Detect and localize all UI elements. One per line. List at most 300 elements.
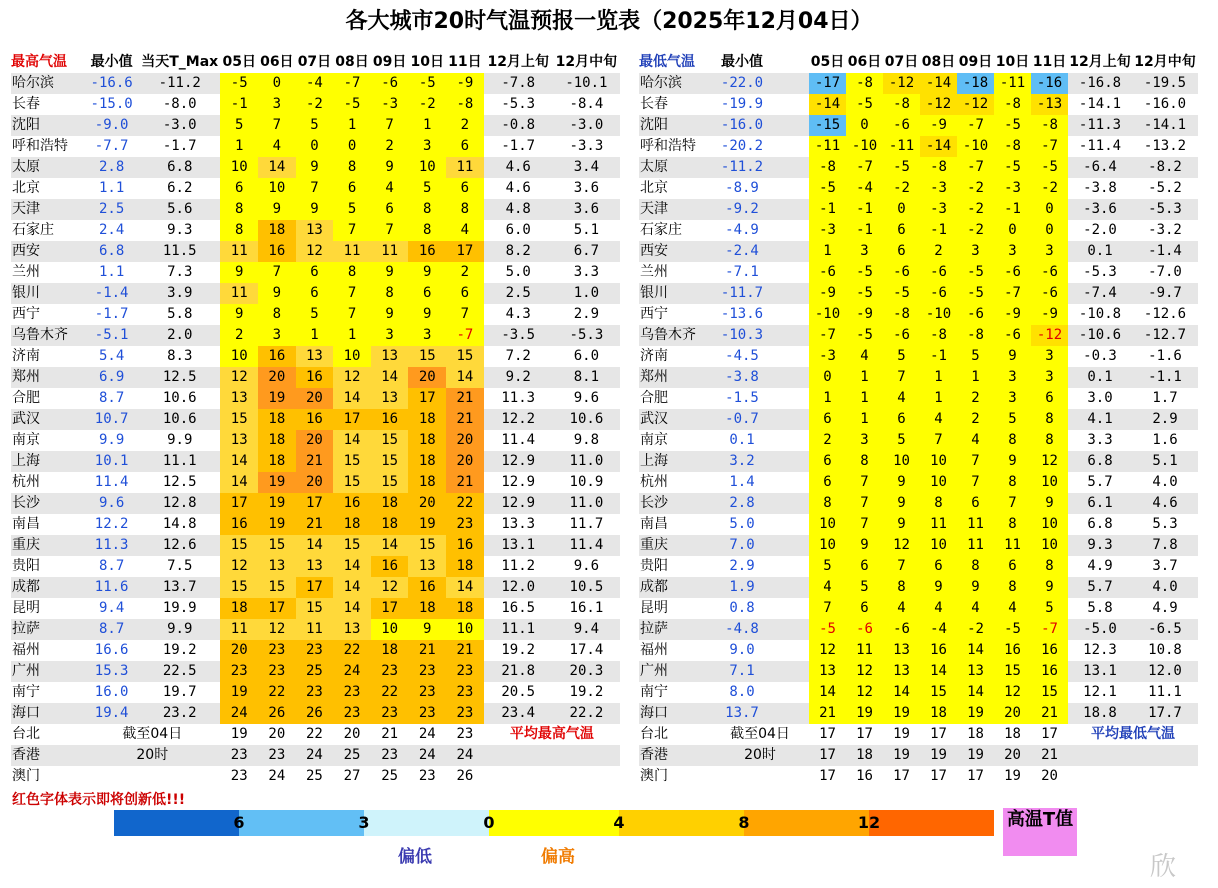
- min-value: 11.4: [94, 474, 129, 490]
- legend-tick: 12: [857, 813, 881, 832]
- forecast-cell: 24: [268, 768, 286, 784]
- forecast-cell: 11: [220, 241, 258, 262]
- forecast-cell: 1: [333, 115, 371, 136]
- forecast-cell: -1: [846, 220, 883, 241]
- spacer-cell: [773, 556, 809, 577]
- forecast-cell: 24: [220, 703, 258, 724]
- min-value: 12.2: [94, 516, 129, 532]
- forecast-cell: 9: [408, 619, 446, 640]
- forecast-cell: 5: [408, 178, 446, 199]
- forecast-cell: 14: [333, 388, 371, 409]
- forecast-cell: 6: [994, 556, 1031, 577]
- forecast-cell: -6: [883, 325, 920, 346]
- early-dec-value: -11.4: [1078, 138, 1122, 154]
- forecast-cell: 18: [920, 703, 957, 724]
- avg-label: [484, 766, 620, 787]
- forecast-cell: 18: [258, 220, 296, 241]
- forecast-cell: 20: [994, 745, 1031, 766]
- forecast-cell: -5: [846, 325, 883, 346]
- mid-dec-value: 1.0: [553, 283, 620, 304]
- table-row: [11, 535, 620, 556]
- forecast-cell: 10: [920, 535, 957, 556]
- forecast-cell: -1: [220, 94, 258, 115]
- forecast-cell: 1: [809, 388, 846, 409]
- forecast-cell: 11: [994, 535, 1031, 556]
- forecast-cell: 16: [220, 514, 258, 535]
- city-name: 长沙: [639, 493, 711, 514]
- early-dec-value: -3.5: [484, 325, 553, 346]
- forecast-cell: -3: [920, 199, 957, 220]
- legend-tick: 3: [358, 813, 370, 832]
- forecast-cell: 20: [258, 367, 296, 388]
- forecast-cell: 26: [296, 703, 334, 724]
- min-value: 8.7: [98, 390, 125, 406]
- forecast-cell: 18: [333, 514, 371, 535]
- header-cell: 08日: [921, 54, 956, 70]
- forecast-cell: -5: [883, 157, 920, 178]
- forecast-cell: -12: [957, 94, 994, 115]
- forecast-cell: -5: [994, 157, 1031, 178]
- forecast-cell: 23: [408, 703, 446, 724]
- forecast-cell: 11: [957, 514, 994, 535]
- forecast-cell: 1: [408, 115, 446, 136]
- min-value: -8.9: [725, 180, 759, 196]
- forecast-cell: -3: [994, 178, 1031, 199]
- city-name: 天津: [639, 199, 711, 220]
- city-name: 南宁: [12, 684, 40, 700]
- spacer-cell: [773, 199, 809, 220]
- min-value: 6.9: [84, 367, 139, 388]
- min-value: 1.1: [98, 264, 125, 280]
- forecast-cell: 5: [994, 409, 1031, 430]
- mid-dec-value: 4.0: [1132, 577, 1198, 598]
- forecast-cell: 3: [408, 325, 446, 346]
- forecast-cell: 2: [371, 136, 409, 157]
- early-dec-value: -11.3: [1068, 115, 1132, 136]
- forecast-cell: -10: [846, 136, 883, 157]
- table-row: [11, 766, 620, 787]
- forecast-cell: 6: [446, 136, 484, 157]
- forecast-cell: 14: [258, 157, 296, 178]
- forecast-cell: 22: [446, 493, 484, 514]
- forecast-cell: 9: [371, 304, 409, 325]
- city-name: 台北: [12, 726, 40, 742]
- early-dec-value: 0.1: [1068, 241, 1132, 262]
- watermark: 欣: [1150, 852, 1177, 882]
- forecast-cell: -8: [809, 157, 846, 178]
- forecast-cell: 12: [220, 367, 258, 388]
- mid-dec-value: -12.6: [1143, 306, 1187, 322]
- forecast-cell: 5: [846, 577, 883, 598]
- table-row: [639, 346, 1198, 367]
- header-cell: 10日: [410, 54, 444, 70]
- forecast-cell: 21: [408, 640, 446, 661]
- mid-dec-value: -12.7: [1132, 325, 1198, 346]
- forecast-cell: 1: [920, 367, 957, 388]
- min-value: -0.7: [711, 409, 773, 430]
- min-value: 5.0: [729, 516, 755, 532]
- forecast-cell: 18: [258, 430, 296, 451]
- forecast-cell: 7: [333, 283, 371, 304]
- today-max: 8.3: [167, 348, 193, 364]
- table-row: [639, 451, 1198, 472]
- spacer-cell: [773, 493, 809, 514]
- forecast-cell: -4: [296, 73, 334, 94]
- forecast-cell: 23: [456, 726, 474, 742]
- today-max: -1.7: [162, 138, 197, 154]
- forecast-cell: 6: [446, 283, 484, 304]
- mid-dec-value: 3.6: [553, 199, 620, 220]
- forecast-cell: -10: [809, 304, 846, 325]
- min-value: 0.8: [729, 600, 755, 616]
- city-name: 乌鲁木齐: [639, 325, 711, 346]
- forecast-cell: 5: [883, 430, 920, 451]
- mid-dec-value: -16.0: [1143, 96, 1187, 112]
- spacer-cell: [773, 661, 809, 682]
- mid-dec-value: -3.2: [1148, 222, 1182, 238]
- forecast-cell: 0: [296, 136, 334, 157]
- header-cell: 11日: [1032, 54, 1067, 70]
- forecast-cell: -2: [296, 94, 334, 115]
- forecast-cell: 16: [296, 409, 334, 430]
- min-value: -11.2: [711, 157, 773, 178]
- city-name: 拉萨: [11, 619, 84, 640]
- table-row: [11, 367, 620, 388]
- forecast-cell: 15: [333, 472, 371, 493]
- forecast-cell: -8: [446, 94, 484, 115]
- forecast-cell: -7: [1031, 136, 1068, 157]
- forecast-cell: 23: [220, 661, 258, 682]
- table-row: [639, 535, 1198, 556]
- header-cell: 06日: [847, 54, 882, 70]
- early-dec-value: -7.4: [1068, 283, 1132, 304]
- spacer-cell: [773, 619, 809, 640]
- forecast-cell: -9: [809, 283, 846, 304]
- forecast-cell: 7: [371, 220, 409, 241]
- forecast-cell: 22: [371, 682, 409, 703]
- forecast-cell: 1: [920, 388, 957, 409]
- today-max: 14.8: [162, 516, 197, 532]
- today-max: 10.6: [162, 390, 197, 406]
- city-name: 贵阳: [12, 558, 40, 574]
- avg-label: 平均最高气温: [509, 726, 594, 742]
- forecast-cell: 13: [296, 556, 334, 577]
- forecast-cell: 12: [371, 577, 409, 598]
- forecast-cell: -3: [920, 178, 957, 199]
- mid-dec-value: 9.6: [573, 558, 600, 574]
- forecast-cell: -12: [1031, 325, 1068, 346]
- early-dec-value: -10.8: [1078, 306, 1122, 322]
- forecast-cell: 23: [220, 745, 258, 766]
- legend-segment: [744, 810, 869, 836]
- min-value: 11.3: [84, 535, 139, 556]
- early-dec-value: -14.1: [1078, 96, 1122, 112]
- min-value: -10.3: [711, 325, 773, 346]
- forecast-cell: 17: [371, 598, 409, 619]
- min-value: 2.9: [729, 558, 755, 574]
- forecast-cell: 2: [446, 262, 484, 283]
- min-value: 11.6: [84, 577, 139, 598]
- legend-low-label: 偏低: [398, 847, 432, 867]
- forecast-cell: 7: [446, 304, 484, 325]
- forecast-cell: -7: [957, 157, 994, 178]
- forecast-cell: 15: [333, 451, 371, 472]
- forecast-cell: 5: [220, 115, 258, 136]
- forecast-cell: 10: [333, 346, 371, 367]
- forecast-cell: 10: [371, 619, 409, 640]
- forecast-cell: 24: [418, 726, 436, 742]
- early-dec-value: 13.1: [1068, 661, 1132, 682]
- mid-dec-value: -13.2: [1143, 138, 1187, 154]
- forecast-cell: 16: [1031, 640, 1068, 661]
- forecast-cell: -5: [846, 283, 883, 304]
- forecast-cell: 20: [408, 493, 446, 514]
- mid-dec-value: 11.7: [569, 516, 604, 532]
- forecast-cell: 14: [333, 577, 371, 598]
- forecast-cell: -6: [1031, 262, 1068, 283]
- min-value: -16.6: [84, 73, 139, 94]
- early-dec-value: -16.8: [1068, 73, 1132, 94]
- forecast-cell: 3: [957, 241, 994, 262]
- forecast-cell: 12: [846, 661, 883, 682]
- table-row: [639, 178, 1198, 199]
- table-row: [639, 283, 1198, 304]
- forecast-cell: -14: [920, 136, 957, 157]
- mid-dec-value: 3.3: [573, 264, 600, 280]
- mid-dec-value: 9.4: [553, 619, 620, 640]
- forecast-cell: -2: [957, 619, 994, 640]
- forecast-cell: 18: [258, 409, 296, 430]
- min-value: -7.1: [725, 264, 759, 280]
- forecast-cell: 3: [846, 241, 883, 262]
- mid-dec-value: -1.1: [1132, 367, 1198, 388]
- legend-tick: 0: [483, 813, 495, 832]
- forecast-cell: 2: [220, 325, 258, 346]
- forecast-cell: 16: [856, 768, 873, 784]
- forecast-cell: 6: [809, 409, 846, 430]
- forecast-cell: 26: [456, 768, 474, 784]
- forecast-cell: -6: [994, 325, 1031, 346]
- mid-dec-value: 3.4: [553, 157, 620, 178]
- forecast-cell: 6: [220, 178, 258, 199]
- forecast-cell: 15: [408, 535, 446, 556]
- city-name: 福州: [12, 642, 40, 658]
- forecast-cell: 7: [371, 115, 409, 136]
- mid-dec-value: -8.2: [1132, 157, 1198, 178]
- mid-dec-value: 11.4: [553, 535, 620, 556]
- min-value: -4.9: [725, 222, 759, 238]
- early-dec-value: -0.8: [484, 115, 553, 136]
- forecast-cell: 10: [1031, 472, 1068, 493]
- forecast-cell: 9: [408, 262, 446, 283]
- spacer-cell: [773, 136, 809, 157]
- city-name: 石家庄: [12, 222, 54, 238]
- city-name: 西宁: [12, 306, 40, 322]
- mid-dec-value: -6.5: [1132, 619, 1198, 640]
- forecast-cell: 8: [220, 220, 258, 241]
- spacer-cell: [773, 430, 809, 451]
- forecast-cell: 5: [1031, 598, 1068, 619]
- forecast-cell: 20: [408, 367, 446, 388]
- forecast-cell: 7: [920, 430, 957, 451]
- forecast-cell: 11: [220, 619, 258, 640]
- early-dec-value: 20.5: [501, 684, 536, 700]
- forecast-cell: 23: [446, 703, 484, 724]
- city-name: 海口: [11, 703, 84, 724]
- forecast-cell: 14: [920, 661, 957, 682]
- forecast-cell: -1: [994, 199, 1031, 220]
- forecast-cell: -6: [994, 262, 1031, 283]
- legend-segment: [619, 810, 744, 836]
- spacer-cell: [773, 577, 809, 598]
- city-name: 哈尔滨: [639, 73, 711, 94]
- forecast-cell: 19: [408, 514, 446, 535]
- forecast-cell: 18: [446, 556, 484, 577]
- forecast-cell: 4: [957, 430, 994, 451]
- forecast-cell: -5: [333, 94, 371, 115]
- mid-dec-value: 2.9: [573, 306, 600, 322]
- forecast-cell: 19: [846, 703, 883, 724]
- early-dec-value: 4.8: [484, 199, 553, 220]
- forecast-cell: 8: [809, 493, 846, 514]
- city-name: 郑州: [639, 367, 711, 388]
- header-cell: [773, 52, 809, 73]
- forecast-cell: 3: [258, 94, 296, 115]
- forecast-cell: 1: [809, 241, 846, 262]
- min-value: 8.7: [84, 619, 139, 640]
- table-row: [639, 115, 1198, 136]
- forecast-cell: 3: [1031, 367, 1068, 388]
- city-name: 澳门: [640, 768, 668, 784]
- mid-dec-value: 17.4: [569, 642, 604, 658]
- mid-dec-value: 5.3: [1152, 516, 1178, 532]
- forecast-cell: 16: [258, 241, 296, 262]
- table-row: [639, 577, 1198, 598]
- forecast-cell: 8: [258, 304, 296, 325]
- today-max: 11.5: [139, 241, 220, 262]
- today-max: 12.5: [139, 367, 220, 388]
- header-cell: 10日: [995, 54, 1030, 70]
- forecast-cell: 12: [809, 640, 846, 661]
- forecast-cell: -3: [809, 220, 846, 241]
- city-name: 长沙: [11, 493, 84, 514]
- city-name: 西安: [639, 241, 711, 262]
- early-dec-value: 11.3: [501, 390, 536, 406]
- forecast-cell: 20: [268, 726, 286, 742]
- forecast-cell: 2: [957, 409, 994, 430]
- forecast-cell: 8: [883, 577, 920, 598]
- early-dec-value: 5.7: [1087, 474, 1113, 490]
- forecast-cell: 7: [957, 472, 994, 493]
- forecast-cell: -6: [809, 262, 846, 283]
- forecast-cell: 12: [333, 367, 371, 388]
- early-dec-value: 4.6: [484, 157, 553, 178]
- mid-dec-value: -5.3: [1132, 199, 1198, 220]
- table-row: [639, 724, 1198, 745]
- legend-segment: [114, 810, 239, 836]
- forecast-cell: 23: [446, 514, 484, 535]
- forecast-cell: 24: [296, 745, 334, 766]
- city-name: 沈阳: [11, 115, 84, 136]
- forecast-cell: 1: [846, 388, 883, 409]
- mid-dec-value: -5.2: [1148, 180, 1182, 196]
- mid-dec-value: -1.6: [1148, 348, 1182, 364]
- forecast-cell: 12: [994, 682, 1031, 703]
- anomaly-legend: [114, 810, 994, 836]
- forecast-cell: 8: [994, 472, 1031, 493]
- forecast-cell: 8: [333, 262, 371, 283]
- forecast-cell: 17: [809, 745, 846, 766]
- table-row: [639, 430, 1198, 451]
- forecast-cell: 17: [446, 241, 484, 262]
- legend-segment: [869, 810, 994, 836]
- city-name: 武汉: [639, 409, 711, 430]
- mid-dec-value: 4.6: [1132, 493, 1198, 514]
- forecast-cell: 9: [220, 304, 258, 325]
- forecast-cell: 6: [920, 556, 957, 577]
- forecast-cell: 16: [408, 241, 446, 262]
- time-note: [711, 766, 809, 787]
- early-dec-value: 3.3: [1087, 432, 1113, 448]
- forecast-cell: 17: [296, 493, 334, 514]
- forecast-cell: 2: [446, 115, 484, 136]
- early-dec-value: 5.8: [1087, 600, 1113, 616]
- forecast-cell: 13: [220, 388, 258, 409]
- mid-dec-value: 5.1: [573, 222, 600, 238]
- forecast-cell: -8: [994, 94, 1031, 115]
- early-dec-value: 9.2: [484, 367, 553, 388]
- forecast-cell: -8: [920, 325, 957, 346]
- early-dec-value: 12.1: [1083, 684, 1117, 700]
- forecast-cell: 20: [446, 430, 484, 451]
- city-name: 西宁: [640, 306, 668, 322]
- forecast-cell: 6: [883, 241, 920, 262]
- forecast-cell: 22: [333, 640, 371, 661]
- forecast-cell: 8: [957, 556, 994, 577]
- forecast-cell: 19: [957, 745, 994, 766]
- forecast-cell: 13: [333, 619, 371, 640]
- today-max: 7.3: [167, 264, 193, 280]
- mid-dec-value: -19.5: [1132, 73, 1198, 94]
- table-row: [11, 661, 620, 682]
- header-cell: 09日: [958, 54, 993, 70]
- forecast-cell: 7: [846, 514, 883, 535]
- mid-dec-value: 19.2: [569, 684, 604, 700]
- forecast-cell: -5: [994, 115, 1031, 136]
- forecast-cell: 0: [883, 199, 920, 220]
- forecast-cell: 12: [1031, 451, 1068, 472]
- early-dec-value: 11.2: [501, 558, 536, 574]
- forecast-cell: 1: [957, 367, 994, 388]
- min-value: -19.9: [720, 96, 764, 112]
- forecast-cell: 15: [1031, 682, 1068, 703]
- today-max: 7.5: [167, 558, 193, 574]
- forecast-cell: -9: [920, 115, 957, 136]
- table-row: [639, 556, 1198, 577]
- forecast-cell: -7: [846, 157, 883, 178]
- min-value: 15.3: [84, 661, 139, 682]
- forecast-cell: 6: [296, 283, 334, 304]
- early-dec-value: -2.0: [1083, 222, 1117, 238]
- city-name: 香港: [11, 745, 84, 766]
- spacer-cell: [773, 409, 809, 430]
- today-max: 9.9: [167, 432, 193, 448]
- forecast-cell: 15: [258, 535, 296, 556]
- table-row: [639, 514, 1198, 535]
- forecast-cell: 21: [446, 472, 484, 493]
- forecast-cell: -6: [920, 262, 957, 283]
- forecast-cell: -1: [920, 220, 957, 241]
